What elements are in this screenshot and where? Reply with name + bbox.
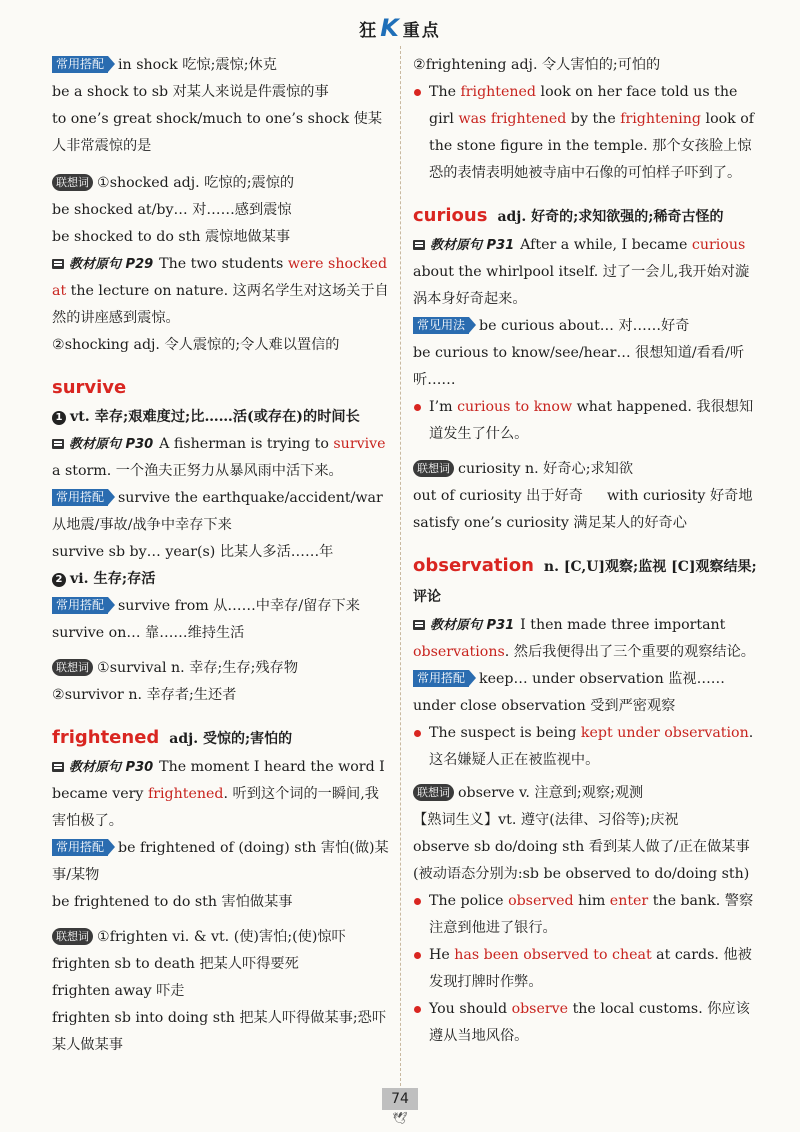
curiosity-assoc: 联想词 curiosity n. 好奇心;求知欲 — [413, 456, 760, 483]
survive-line-2: survive on… 靠……维持生活 — [52, 625, 245, 641]
book-icon — [413, 240, 425, 250]
frightened-line-1: be frightened to do sth 害怕做某事 — [52, 894, 293, 910]
assoc-tag: 联想词 — [413, 784, 454, 801]
shocking-line: ②shocking adj. 令人震惊的;令人难以置信的 — [52, 337, 340, 353]
survival-assoc: 联想词 ①survival n. 幸存;生存;残存物 — [52, 655, 390, 682]
observe-example-2: He has been observed to cheat at cards. 他被发现打牌时作弊。 — [413, 942, 760, 996]
collocation-tag: 常用搭配 — [52, 597, 108, 614]
source-sentence-p30a: 教材原句 P30 A fisherman is trying to survive a storm. 一个渔夫正努力从暴风雨中活下来。 — [52, 436, 386, 479]
book-icon — [52, 259, 64, 269]
page-header — [0, 14, 800, 42]
shocked-assoc — [52, 170, 390, 197]
shocked-line-2: be shocked to do sth 震惊地做某事 — [52, 229, 291, 245]
collocation-tag: 常用搭配 — [52, 839, 108, 856]
observation-collocation: 常用搭配 keep… under observation 监视…… — [413, 666, 760, 693]
right-column — [413, 52, 760, 1050]
source-sentence-p29: 教材原句 P29 The two students were shocked at the lecture on nature. 这两名学生对这场关于自然的讲座感到震惊。 — [52, 256, 389, 326]
frightened-def: adj. 受惊的;害怕的 — [169, 731, 293, 747]
source-label: 教材原句 P30 — [69, 437, 154, 452]
header-pre: 狂 — [359, 21, 379, 41]
source-label: 教材原句 P31 — [430, 618, 515, 633]
survive-line-1: survive sb by… year(s) 比某人多活……年 — [52, 544, 334, 560]
entry-survive — [52, 373, 390, 404]
curiosity-line-2: satisfy one’s curiosity 满足某人的好奇心 — [413, 515, 687, 531]
curious-usage: 常见用法 be curious about… 对……好奇 — [413, 313, 760, 340]
entry-frightened — [52, 723, 390, 754]
frighten-line-1: frighten sb to death 把某人吓得要死 — [52, 956, 299, 972]
book-icon — [52, 762, 64, 772]
frightened-collocation: 常用搭配 be frightened of (doing) sth 害怕(做)某事/某物 — [52, 840, 389, 883]
curiosity-line: out of curiosity 出于好奇 with curiosity 好奇地 — [413, 488, 753, 504]
assoc-tag: 联想词 — [52, 659, 93, 676]
book-icon — [52, 439, 64, 449]
observe-line-2: (被动语态分别为:sb be observed to do/doing sth) — [413, 866, 750, 882]
collocation-tag: 常用搭配 — [52, 489, 108, 506]
observe-new-meaning: 【熟词生义】vt. 遵守(法律、习俗等);庆祝 — [413, 812, 679, 828]
survive-sense-1: 1 vt. 幸存;艰难度过;比……活(或存在)的时间长 — [52, 404, 390, 431]
survive-sense-2: 2 vi. 生存;存活 — [52, 566, 390, 593]
observe-assoc: 联想词 observe v. 注意到;观察;观测 — [413, 780, 760, 807]
shock-tag-text: in shock 吃惊;震惊;休克 — [118, 57, 277, 73]
entry-curious — [413, 201, 760, 232]
observe-example-3: You should observe the local customs. 你应该遵从当地风俗。 — [413, 996, 760, 1050]
observe-example-1: The police observed him enter the bank. 警察注意到他进了银行。 — [413, 888, 760, 942]
shocked-line-1: be shocked at/by… 对……感到震惊 — [52, 202, 292, 218]
source-label: 教材原句 P29 — [69, 257, 154, 272]
collocation-tag: 常用搭配 — [52, 56, 108, 73]
survive-collocation-2: 常用搭配 survive from 从……中幸存/留存下来 — [52, 593, 390, 620]
book-icon — [413, 620, 425, 630]
source-label: 教材原句 P30 — [69, 760, 154, 775]
survive-collocation: 常用搭配 survive the earthquake/accident/war 从地震/事故/战争中幸存下来 — [52, 490, 383, 533]
assoc-tag: 联想词 — [413, 460, 454, 477]
shock-line-2: to one’s great shock/much to one’s shock 使某人非常震惊的是 — [52, 111, 383, 154]
shock-line-1: be a shock to sb 对某人来说是件震惊的事 — [52, 84, 329, 100]
shocked-assoc-text: ①shocked adj. 吃惊的;震惊的 — [97, 175, 295, 191]
observation-def: n. [C,U]观察;监视 [C]观察结果;评论 — [413, 559, 757, 605]
curious-line-1: be curious to know/see/hear… 很想知道/看看/听听…… — [413, 345, 745, 388]
sense-number: 1 — [52, 411, 66, 425]
frighten-line-2: frighten away 吓走 — [52, 983, 185, 999]
assoc-tag: 联想词 — [52, 174, 93, 191]
headword-frightened: frightened — [52, 727, 160, 748]
collocation-tag: 常用搭配 — [413, 670, 469, 687]
headword-curious: curious — [413, 205, 488, 226]
survivor-line: ②survivor n. 幸存者;生还者 — [52, 687, 237, 703]
page-number: 74 — [382, 1088, 418, 1110]
left-column — [52, 52, 390, 1059]
headword-survive: survive — [52, 377, 127, 398]
observation-example: The suspect is being kept under observation. 这名嫌疑人正在被监视中。 — [413, 720, 760, 774]
source-label: 教材原句 P31 — [430, 238, 515, 253]
sense-number: 2 — [52, 573, 66, 587]
source-sentence-p31b: 教材原句 P31 I then made three important observations. 然后我便得出了三个重要的观察结论。 — [413, 617, 755, 660]
footer-bird-icon: 🕊 — [392, 1111, 408, 1125]
entry-observation — [413, 551, 760, 612]
frightening-line: ②frightening adj. 令人害怕的;可怕的 — [413, 57, 661, 73]
curious-def: adj. 好奇的;求知欲强的;稀奇古怪的 — [497, 209, 724, 225]
header-post: 重点 — [402, 21, 441, 41]
headword-observation: observation — [413, 555, 534, 576]
source-sentence-p30b: 教材原句 P30 The moment I heard the word I became very frightened. 听到这个词的一瞬间,我害怕极了。 — [52, 759, 385, 829]
frighten-line-3: frighten sb into doing sth 把某人吓得做某事;恐吓某人做某事 — [52, 1010, 387, 1053]
observe-line-1: observe sb do/doing sth 看到某人做了/正在做某事 — [413, 839, 750, 855]
header-logo-k: K — [380, 14, 401, 42]
shock-collocation — [52, 52, 390, 79]
observation-line-1: under close observation 受到严密观察 — [413, 698, 676, 714]
column-divider — [400, 46, 401, 1086]
frighten-assoc: 联想词 ①frighten vi. & vt. (使)害怕;(使)惊吓 — [52, 924, 390, 951]
source-sentence-p31a: 教材原句 P31 After a while, I became curious about the whirlpool itself. 过了一会儿,我开始对漩涡本身好奇起来。 — [413, 237, 750, 307]
usage-tag: 常见用法 — [413, 317, 469, 334]
frightened-example: The frightened look on her face told us the girl was frightened by the frightening look of the stone figure in the temple. 那个女孩脸上惊恐的表情表明她被寺庙中石像的可怕样子吓到了。 — [413, 79, 760, 187]
curious-example: I’m curious to know what happened. 我很想知道发生了什么。 — [413, 394, 760, 448]
assoc-tag: 联想词 — [52, 928, 93, 945]
